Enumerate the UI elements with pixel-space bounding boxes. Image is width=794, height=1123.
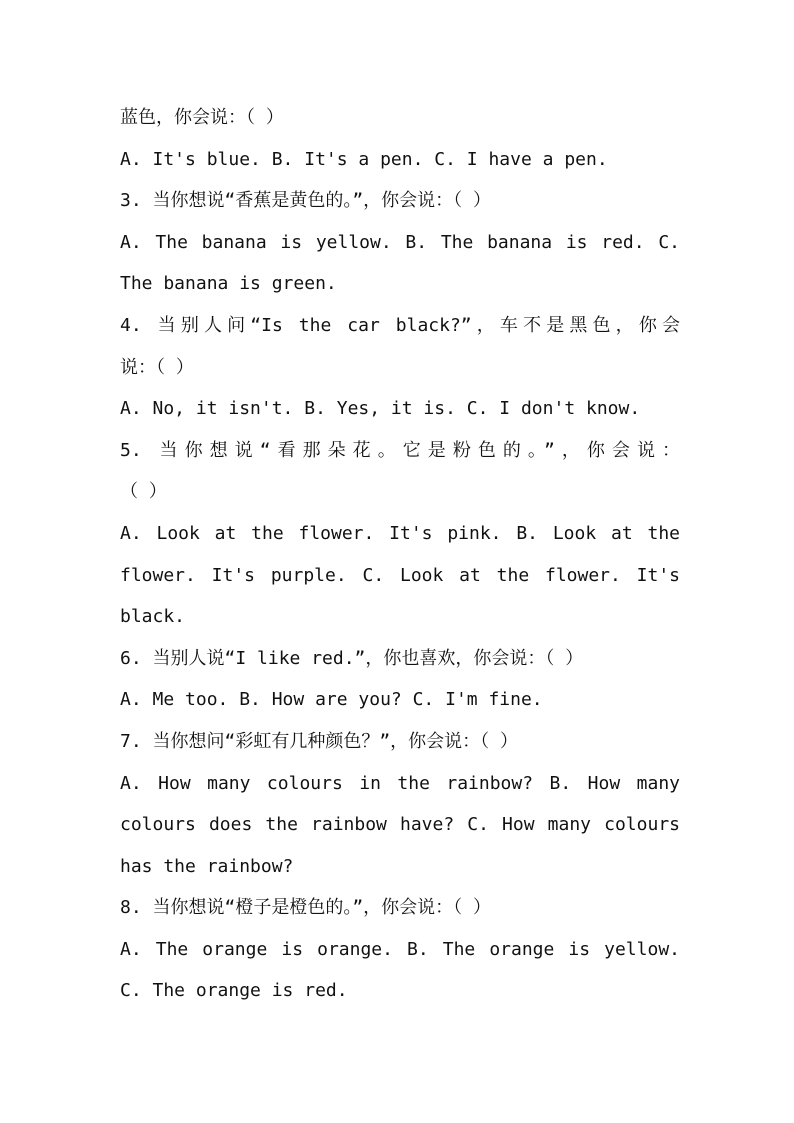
question-7-prompt: 7. 当你想问“彩虹有几种颜色？”，你会说：（ ）	[120, 730, 519, 752]
question-7-options-line-2: colours does the rainbow have? C. How many colours	[120, 814, 680, 836]
question-5-prompt-line-1: 5. 当你想说“看那朵花。它是粉色的。”，你会说：	[120, 439, 680, 461]
question-4-prompt-line-2: 说：（ ）	[120, 356, 194, 378]
question-7-options-line-3: has the rainbow?	[120, 855, 294, 877]
question-3-options-line-1: A. The banana is yellow. B. The banana is red. C.	[120, 231, 680, 253]
question-text-block	[120, 97, 680, 1012]
question-4-prompt-line-1: 4. 当别人问“Is the car black?”，车不是黑色，你会	[120, 314, 680, 336]
question-7-options-line-1: A. How many colours in the rainbow? B. How many	[120, 772, 680, 794]
question-5-prompt-line-2: （ ）	[120, 481, 167, 503]
question-3-options-line-2: The banana is green.	[120, 273, 337, 295]
question-8-options-line-1: A. The orange is orange. B. The orange is yellow.	[120, 938, 680, 960]
question-6-options: A. Me too. B. How are you? C. I'm fine.	[120, 689, 543, 711]
question-5-options-line-2: flower. It's purple. C. Look at the flower. It's	[120, 564, 680, 586]
question-2-options: A. It's blue. B. It's a pen. C. I have a pen.	[120, 148, 608, 170]
question-2-continuation: 蓝色，你会说：（ ）	[120, 107, 284, 128]
question-5-options-line-3: black.	[120, 606, 186, 628]
question-3-prompt: 3. 当你想说“香蕉是黄色的。”，你会说：（ ）	[120, 190, 492, 212]
question-5-options-line-1: A. Look at the flower. It's pink. B. Look at the	[120, 522, 680, 544]
question-6-prompt: 6. 当别人说“I like red.”，你也喜欢，你会说：（ ）	[120, 647, 584, 669]
question-8-options-line-2: C. The orange is red.	[120, 980, 348, 1002]
question-8-prompt: 8. 当你想说“橙子是橙色的。”，你会说：（ ）	[120, 897, 492, 919]
question-4-options: A. No, it isn't. B. Yes, it is. C. I don't know.	[120, 398, 641, 420]
